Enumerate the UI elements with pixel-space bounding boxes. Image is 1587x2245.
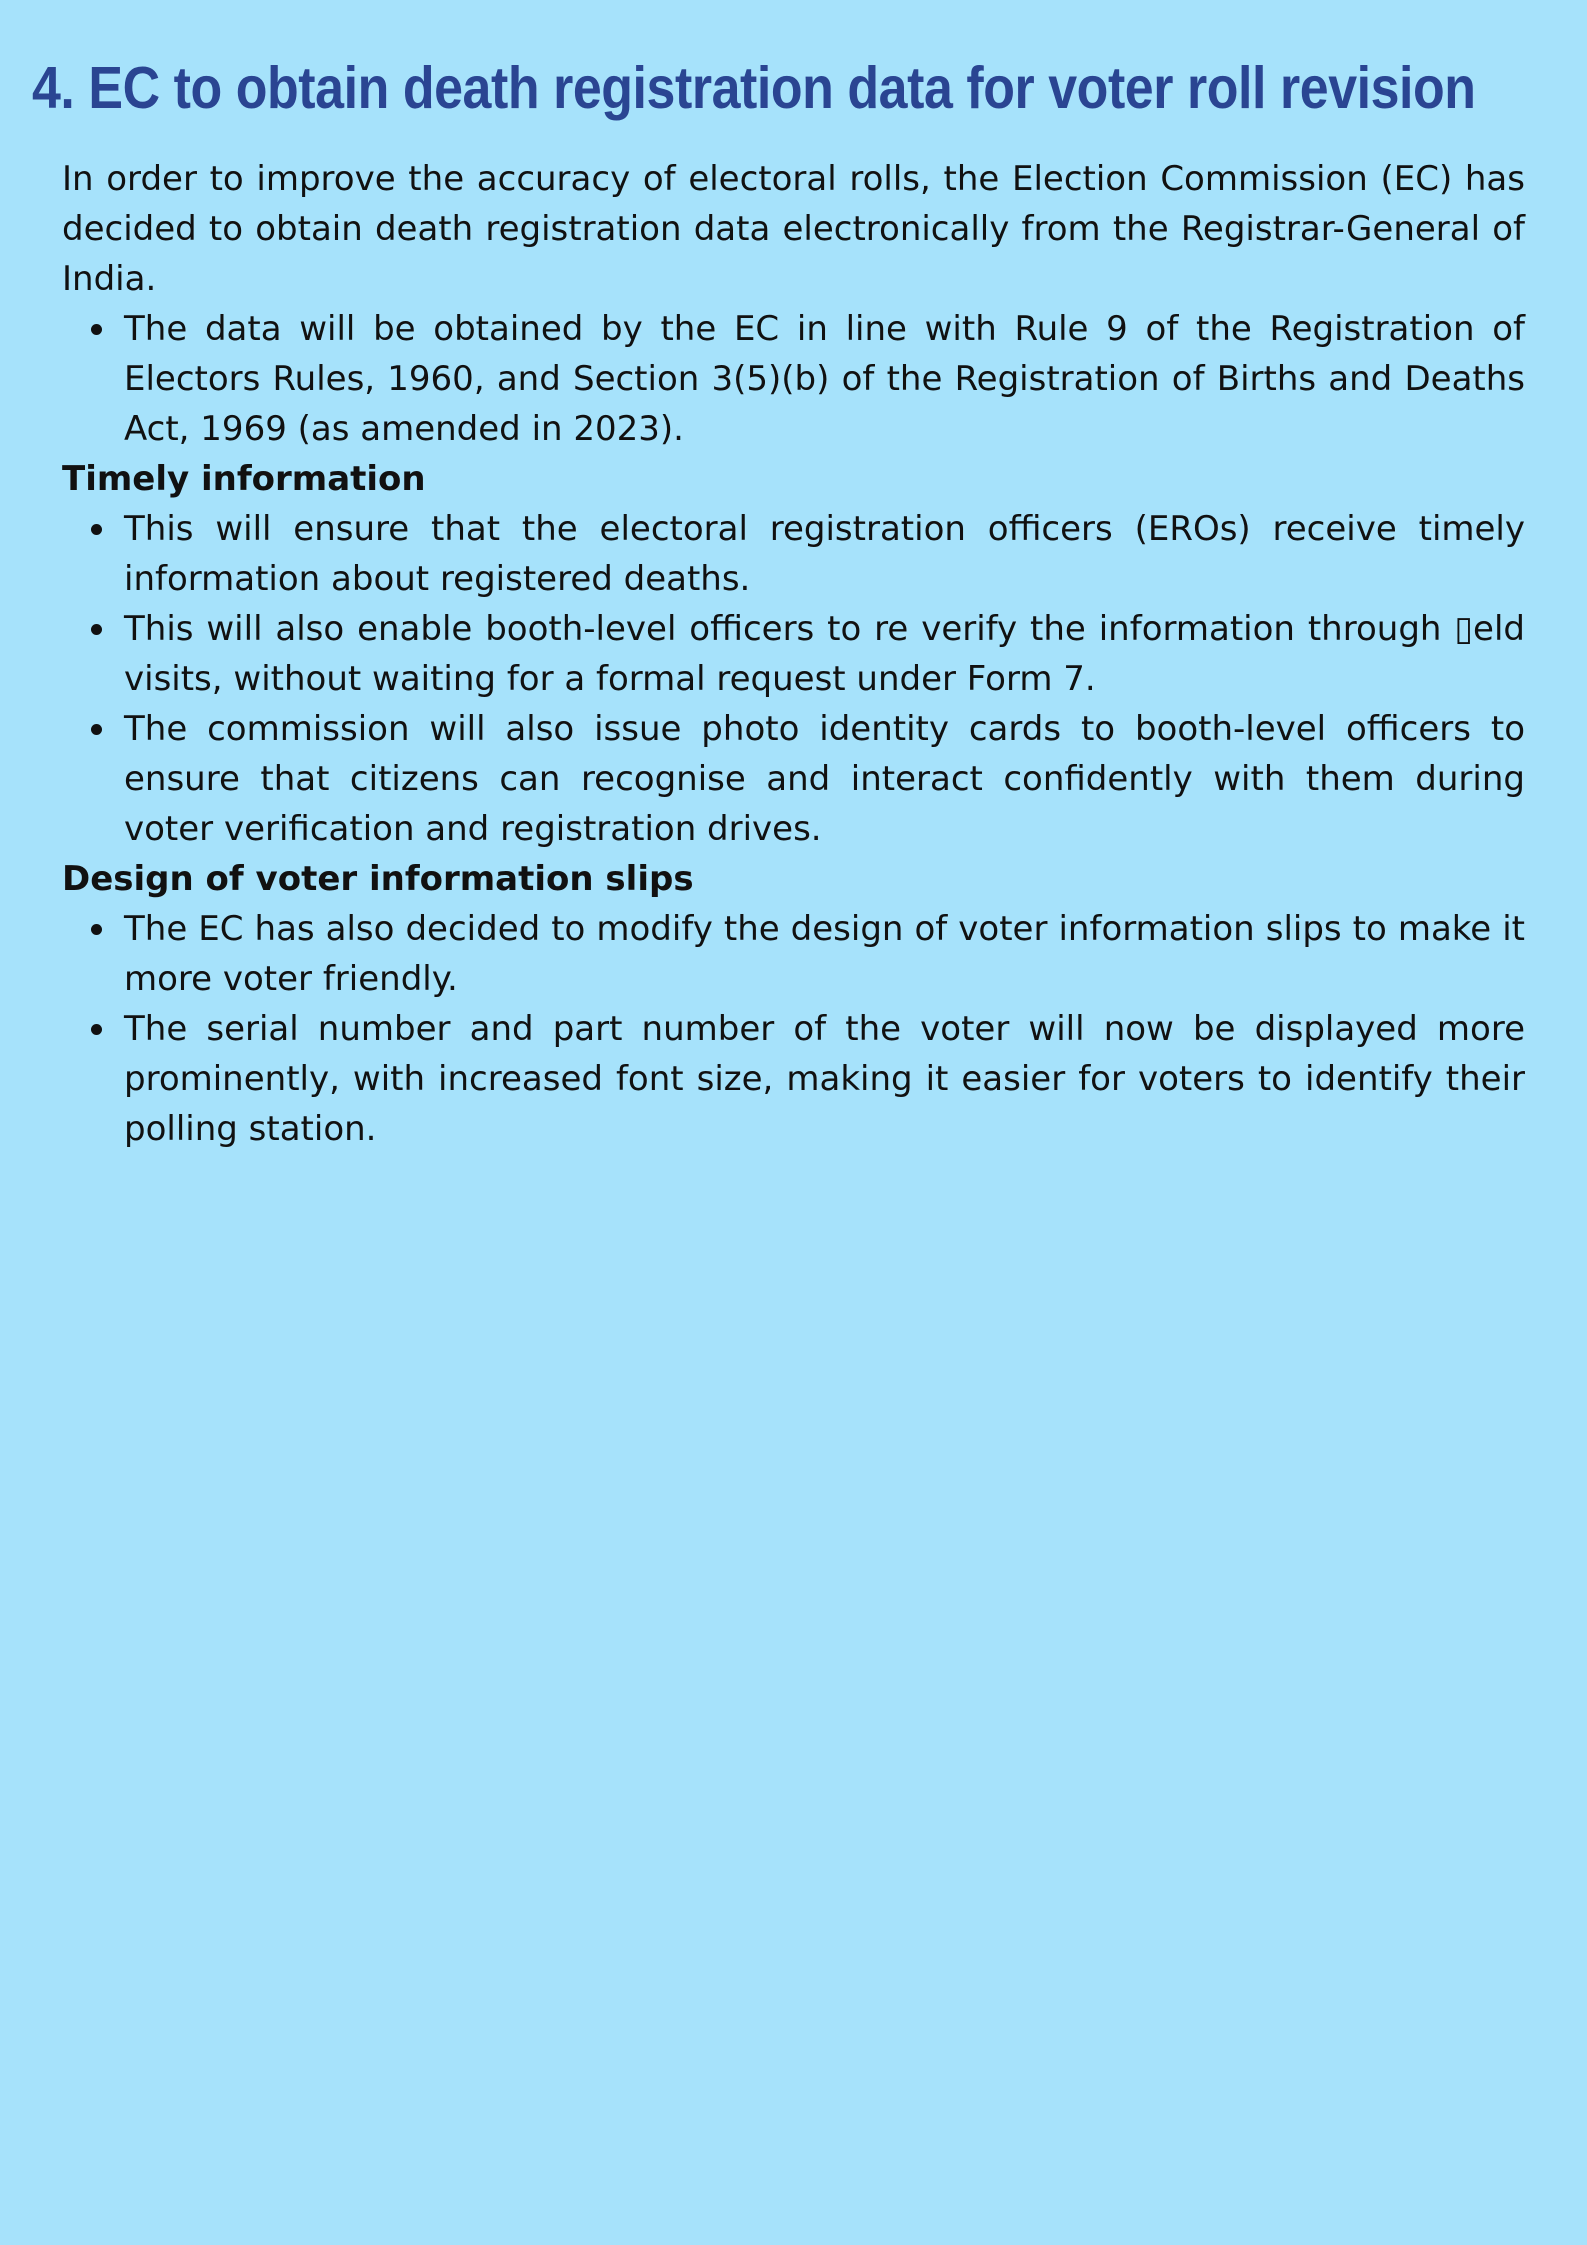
section-heading-timely-information: Timely information bbox=[62, 459, 426, 499]
page-title: 4. EC to obtain death registration data for voter roll revision bbox=[32, 55, 1476, 121]
list-item: The EC has also decided to modify the design of voter information slips to make it more voter friendly. bbox=[62, 904, 1525, 1004]
list-item: The data will be obtained by the EC in line with Rule 9 of the Registration of Electors Rules, 1960, and Section 3(5)(b) of the Registration of Births and Deaths Act, 1969 (as amended in 2023). bbox=[62, 304, 1525, 454]
voter-slips-bullet-list bbox=[62, 904, 1525, 1154]
timely-information-bullet-list bbox=[62, 504, 1525, 854]
list-item: This will also enable booth-level officers to re verify the information through ▯eld visits, without waiting for a formal request under Form 7. bbox=[62, 604, 1525, 704]
section-heading-voter-slips: Design of voter information slips bbox=[62, 859, 694, 899]
article-body bbox=[62, 154, 1525, 1154]
list-item: The commission will also issue photo identity cards to booth-level officers to ensure that citizens can recognise and interact confidently with them during voter verification and registration drives. bbox=[62, 704, 1525, 854]
list-item: The serial number and part number of the voter will now be displayed more prominently, with increased font size, making it easier for voters to identify their polling station. bbox=[62, 1004, 1525, 1154]
intro-bullet-list bbox=[62, 304, 1525, 454]
intro-paragraph: In order to improve the accuracy of electoral rolls, the Election Commission (EC) has decided to obtain death registration data electronically from the Registrar-General of India. bbox=[62, 159, 1525, 299]
list-item: This will ensure that the electoral registration officers (EROs) receive timely information about registered deaths. bbox=[62, 504, 1525, 604]
